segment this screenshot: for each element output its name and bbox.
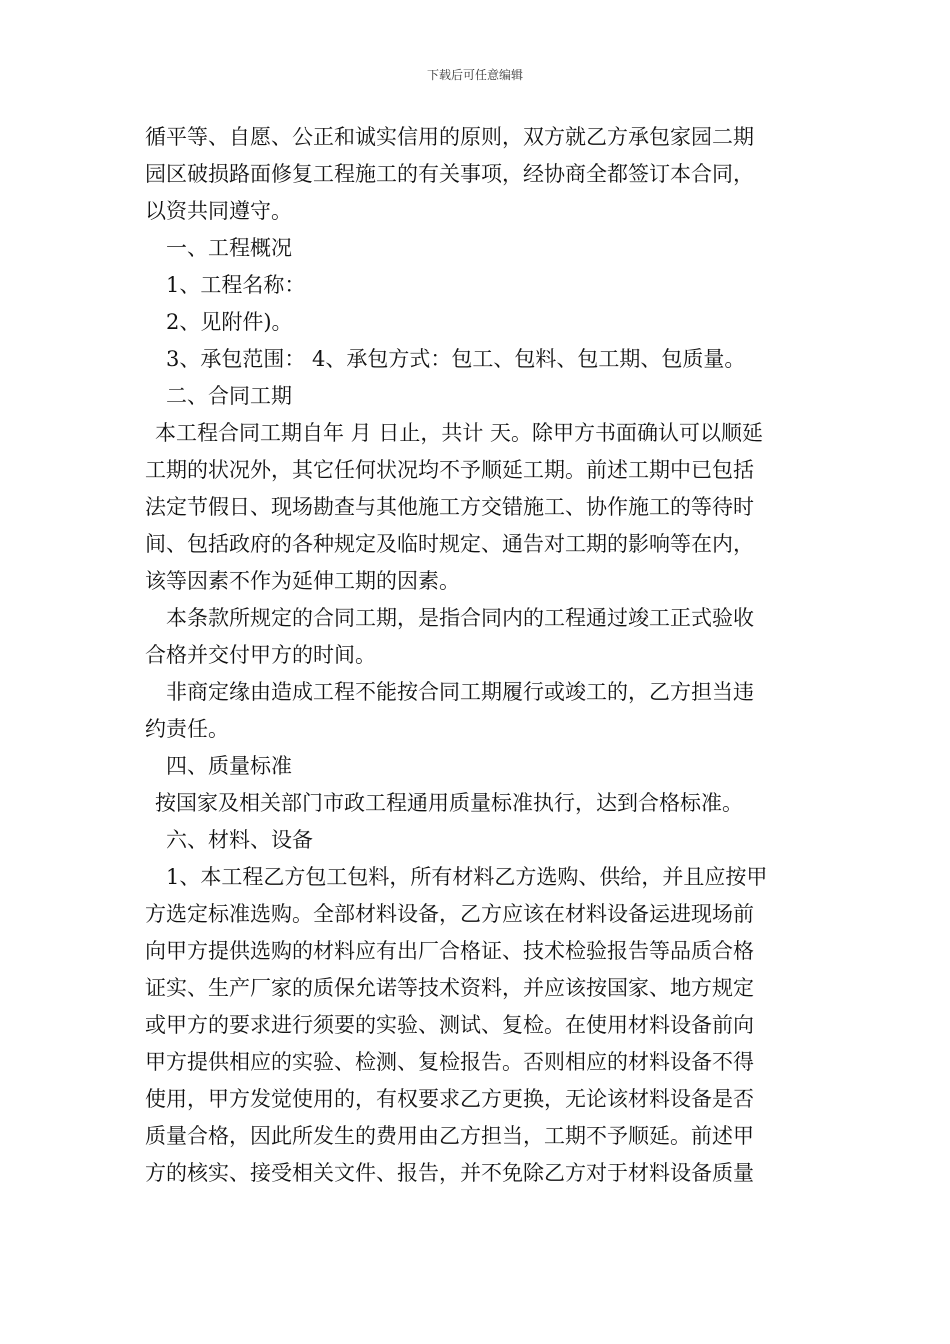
paragraph-line: 本条款所规定的合同工期，是指合同内的工程通过竣工正式验收 <box>166 606 754 630</box>
paragraph-line: 甲方提供相应的实验、检测、复检报告。否则相应的材料设备不得 <box>145 1050 754 1074</box>
paragraph-line: 证实、生产厂家的质保允诺等技术资料，并应该按国家、地方规定 <box>145 976 754 1000</box>
page-header: 下载后可任意编辑 <box>426 68 523 82</box>
paragraph-line: 按国家及相关部门市政工程通用质量标准执行，达到合格标准。 <box>155 791 743 815</box>
section-heading: 四、质量标准 <box>166 754 292 778</box>
list-item: 1、工程名称： <box>166 273 306 297</box>
paragraph-line: 方选定标准选购。全部材料设备，乙方应该在材料设备运进现场前 <box>145 902 754 926</box>
paragraph-line: 法定节假日、现场勘查与其他施工方交错施工、协作施工的等待时 <box>145 495 754 519</box>
paragraph-line: 间、包括政府的各种规定及临时规定、通告对工期的影响等在内， <box>145 532 754 556</box>
section-heading: 一、工程概况 <box>166 236 292 260</box>
paragraph-line: 以资共同遵守。 <box>145 199 292 223</box>
paragraph-line: 1、本工程乙方包工包料，所有材料乙方选购、供给，并且应按甲 <box>166 865 768 889</box>
paragraph-line: 或甲方的要求进行须要的实验、测试、复检。在使用材料设备前向 <box>145 1013 754 1037</box>
paragraph-line: 合格并交付甲方的时间。 <box>145 643 376 667</box>
list-item: 2、见附件)。 <box>166 310 293 334</box>
paragraph-line: 质量合格，因此所发生的费用由乙方担当，工期不予顺延。前述甲 <box>145 1124 754 1148</box>
paragraph-line: 工期的状况外，其它任何状况均不予顺延工期。前述工期中已包括 <box>145 458 754 482</box>
paragraph-line: 本工程合同工期自年 月 日止，共计 天。除甲方书面确认可以顺延 <box>155 421 764 445</box>
paragraph-line: 该等因素不作为延伸工期的因素。 <box>145 569 460 593</box>
paragraph-line: 方的核实、接受相关文件、报告，并不免除乙方对于材料设备质量 <box>145 1161 754 1185</box>
list-item: 3、承包范围： 4、承包方式：包工、包料、包工期、包质量。 <box>166 347 746 371</box>
paragraph-line: 循平等、自愿、公正和诚实信用的原则，双方就乙方承包家园二期 <box>145 125 754 149</box>
section-heading: 二、合同工期 <box>166 384 292 408</box>
section-heading: 六、材料、设备 <box>166 828 313 852</box>
paragraph-line: 非商定缘由造成工程不能按合同工期履行或竣工的，乙方担当违 <box>166 680 754 704</box>
paragraph-line: 园区破损路面修复工程施工的有关事项，经协商全都签订本合同， <box>145 162 754 186</box>
paragraph-line: 约责任。 <box>145 717 229 741</box>
document-body <box>145 119 810 1192</box>
paragraph-line: 向甲方提供选购的材料应有出厂合格证、技术检验报告等品质合格 <box>145 939 754 963</box>
paragraph-line: 使用，甲方发觉使用的，有权要求乙方更换，无论该材料设备是否 <box>145 1087 754 1111</box>
